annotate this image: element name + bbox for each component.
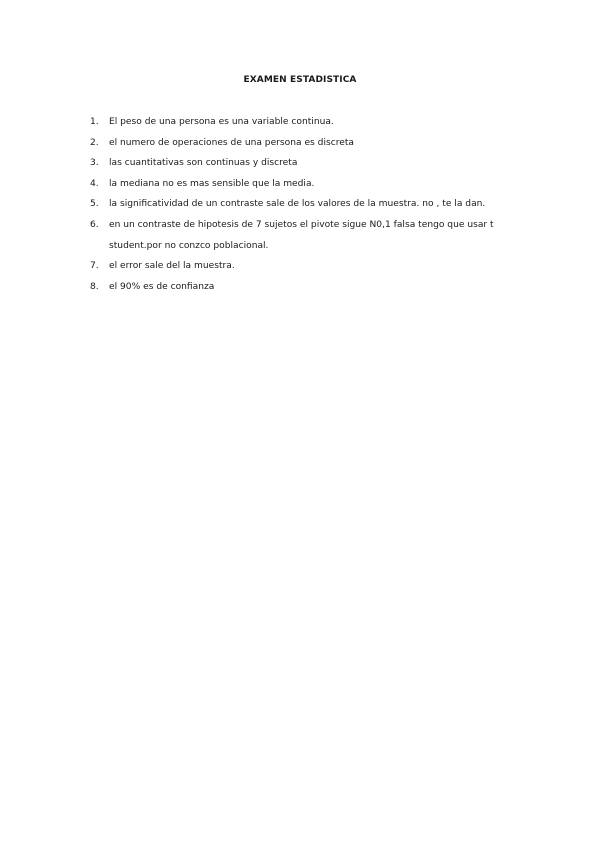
document-title: EXAMEN ESTADISTICA	[243, 75, 357, 85]
question-list	[90, 112, 510, 297]
list-item	[90, 153, 510, 174]
item-text-line: las cuantitativas son continuas y discreta	[109, 158, 298, 169]
item-text-line: la mediana no es mas sensible que la media.	[109, 178, 315, 189]
list-item	[90, 133, 510, 154]
item-text	[109, 215, 510, 256]
list-item	[90, 194, 510, 215]
item-number: 5.	[90, 199, 99, 210]
item-text	[109, 112, 510, 133]
item-number: 1.	[90, 117, 99, 127]
item-text-line: El peso de una persona es una variable continua.	[109, 117, 334, 127]
item-number: 4.	[90, 178, 99, 189]
list-item	[90, 256, 510, 277]
item-text-line: la significatividad de un contraste sale de los valores de la muestra. no , te la dan.	[109, 199, 486, 210]
item-text-line: en un contraste de hipotesis de 7 sujetos el pivote sigue N0,1 falsa tengo que usar t	[109, 219, 494, 230]
item-text	[109, 256, 510, 277]
item-text	[109, 133, 510, 154]
item-number: 7.	[90, 261, 99, 272]
list-item	[90, 215, 510, 256]
list-item	[90, 174, 510, 195]
item-number: 8.	[90, 281, 99, 292]
item-text	[109, 153, 510, 174]
item-number: 2.	[90, 137, 99, 148]
item-text-line: el numero de operaciones de una persona es discreta	[109, 137, 354, 148]
item-number: 3.	[90, 158, 99, 169]
item-text-line: el 90% es de confianza	[109, 281, 215, 292]
list-item	[90, 277, 510, 298]
list-item	[90, 112, 510, 133]
item-text	[109, 277, 510, 298]
item-text	[109, 174, 510, 195]
item-text-line: student.por no conzco poblacional.	[109, 240, 269, 251]
item-text-line: el error sale del la muestra.	[109, 261, 235, 272]
item-text	[109, 194, 510, 215]
item-number: 6.	[90, 219, 99, 230]
